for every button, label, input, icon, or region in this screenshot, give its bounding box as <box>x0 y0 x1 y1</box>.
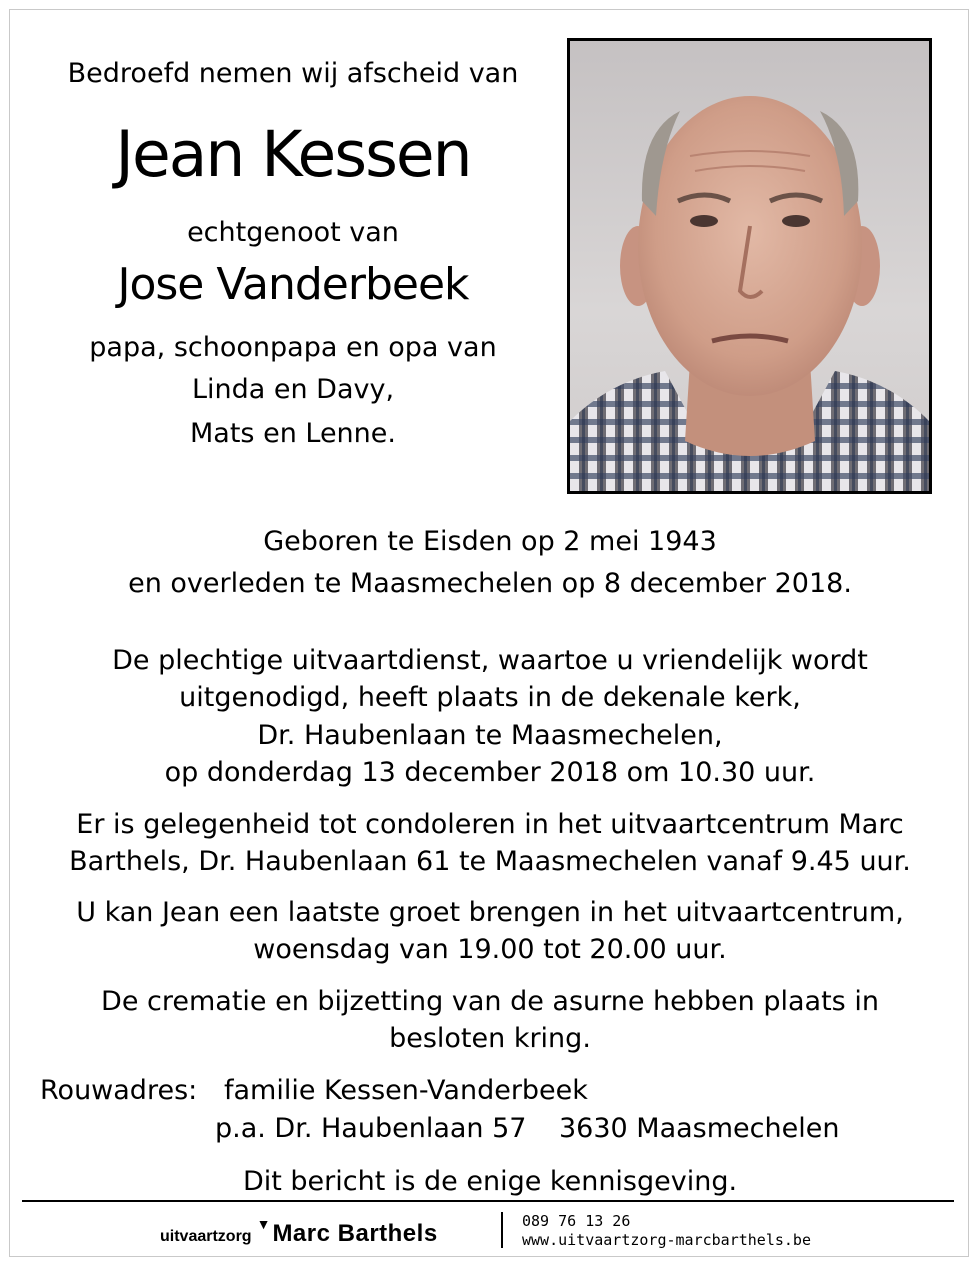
portrait-photo <box>567 38 932 494</box>
birth-line: Geboren te Eisden op 2 mei 1943 <box>263 526 717 557</box>
intro-text: Bedroefd nemen wij afscheid van <box>67 58 519 89</box>
relation-text: papa, schoonpapa en opa van <box>89 332 497 363</box>
brand-name: Marc Barthels <box>272 1220 438 1247</box>
deceased-name: Jean Kessen <box>115 118 471 191</box>
address-label: Rouwadres: <box>40 1075 198 1106</box>
phone-number: 089 76 13 26 <box>522 1212 631 1230</box>
notice-text: Dit bericht is de enige kennisgeving. <box>242 1166 738 1197</box>
brand-prefix: uitvaartzorg <box>160 1228 252 1245</box>
portrait-illustration <box>570 41 929 491</box>
visit-line-1: U kan Jean een laatste groet brengen in het uitvaartcentrum, <box>76 897 904 928</box>
triangle-marker-icon: ▼ <box>256 1216 271 1232</box>
service-line-4: op donderdag 13 december 2018 om 10.30 uur. <box>164 757 816 788</box>
grandchildren-line: Mats en Lenne. <box>190 418 396 449</box>
address-city: 3630 Maasmechelen <box>559 1113 840 1144</box>
service-line-1: De plechtige uitvaartdienst, waartoe u vriendelijk wordt <box>112 645 868 676</box>
footer-divider <box>501 1212 503 1248</box>
footer-rule <box>22 1200 954 1202</box>
condolence-line-1: Er is gelegenheid tot condoleren in het uitvaartcentrum Marc <box>76 809 904 840</box>
death-line: en overleden te Maasmechelen op 8 december 2018. <box>128 568 852 599</box>
spouse-name: Jose Vanderbeek <box>117 259 469 310</box>
spouse-label: echtgenoot van <box>187 217 399 248</box>
service-line-2: uitgenodigd, heeft plaats in de dekenale kerk, <box>179 682 801 713</box>
visit-line-2: woensdag van 19.00 tot 20.00 uur. <box>253 934 727 965</box>
address-street: p.a. Dr. Haubenlaan 57 <box>215 1113 527 1144</box>
cremation-line-2: besloten kring. <box>389 1023 591 1054</box>
children-line: Linda en Davy, <box>191 374 395 405</box>
address-family: familie Kessen-Vanderbeek <box>224 1075 588 1106</box>
footer-contact <box>522 1212 811 1250</box>
service-line-3: Dr. Haubenlaan te Maasmechelen, <box>257 720 723 751</box>
cremation-line-1: De crematie en bijzetting van de asurne hebben plaats in <box>101 986 879 1017</box>
condolence-line-2: Barthels, Dr. Haubenlaan 61 te Maasmechelen vanaf 9.45 uur. <box>69 846 911 877</box>
website-link[interactable]: www.uitvaartzorg-marcbarthels.be <box>522 1231 811 1249</box>
funeral-home-logo <box>160 1216 438 1248</box>
